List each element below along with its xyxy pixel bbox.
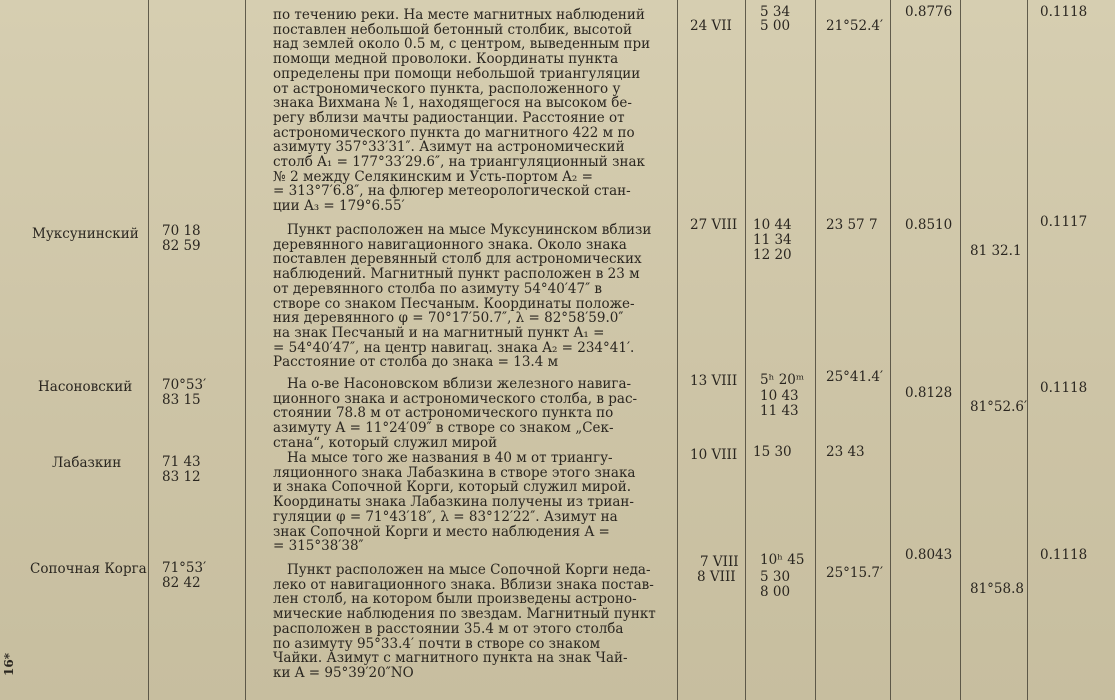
text-line: = 313°7′6.8″, на флюгер метеорологической стан-	[273, 183, 631, 200]
obs-time: 11 34	[753, 232, 792, 248]
text-line: знак Сопочной Корги и место наблюдения A =	[273, 523, 610, 540]
text-line: = 315°38′38″	[273, 538, 364, 555]
inclination-value: 81 32.1	[970, 243, 1022, 259]
text-line: стана“, который служил мирой	[273, 434, 498, 451]
obs-time: 5 00	[760, 18, 791, 34]
inclination-value: 81°52.6′	[970, 399, 1028, 415]
obs-time: 12 20	[753, 247, 792, 263]
text-line: На мысе того же названия в 40 м от триангу-	[287, 450, 613, 466]
page-number: 16*	[2, 653, 16, 676]
text-line: знака Вихмана № 1, находящегося на высоком бе-	[273, 95, 632, 112]
text-line: над землей около 0.5 м, с центром, выведенным при	[273, 36, 651, 53]
longitude: 82 42	[162, 575, 201, 591]
description-row-5	[273, 563, 673, 681]
z-value: 0.1118	[1040, 380, 1088, 396]
text-line: на знак Песчаный и на магнитный пункт A₁ =	[273, 324, 605, 341]
obs-time: 5ʰ 20ᵐ	[760, 372, 805, 388]
text-line: Пункт расположен на мысе Муксунинском вблизи	[287, 222, 652, 238]
column-rule	[745, 0, 746, 700]
z-value: 0.1118	[1040, 547, 1088, 563]
longitude: 83 15	[162, 392, 201, 408]
text-line: ляционного знака Лабазкина в створе этого знака	[273, 464, 636, 481]
text-line: азимуту 357°33′31″. Азимут на астрономический	[273, 139, 625, 156]
z-value: 0.1117	[1040, 214, 1088, 230]
text-line: Пункт расположен на мысе Сопочной Корги неда-	[287, 562, 651, 578]
text-line: и знака Сопочной Корги, который служил мирой.	[273, 479, 632, 496]
text-line: астрономического пункта до магнитного 422 м по	[273, 124, 635, 141]
column-rule	[960, 0, 961, 700]
column-rule	[815, 0, 816, 700]
declination-value: 25°41.4′	[826, 369, 884, 385]
text-line: по азимуту 95°33.4′ почти в створе со знаком	[273, 635, 601, 652]
text-line: регу вблизи мачты радиостанции. Расстояние от	[273, 109, 625, 126]
latitude: 71°53′	[162, 560, 207, 576]
text-line: наблюдений. Магнитный пункт расположен в 23 м	[273, 266, 640, 283]
text-line: от астрономического пункта, расположенного у	[273, 80, 621, 97]
text-line: гуляции φ = 71°43′18″, λ = 83°12′22″. Азимут на	[273, 508, 618, 525]
text-line: створе со знаком Песчаным. Координаты положе-	[273, 295, 635, 312]
description-row-3	[273, 377, 673, 451]
text-line: На о-ве Насоновском вблизи железного навига-	[287, 376, 632, 392]
obs-date: 10 VIII	[690, 447, 738, 463]
text-line: поставлен деревянный столб для астрономических	[273, 251, 642, 268]
text-line: ции A₃ = 179°6.55′	[273, 198, 405, 215]
text-line: мические наблюдения по звездам. Магнитный пункт	[273, 606, 656, 623]
text-line: расположен в расстоянии 35.4 м от этого столба	[273, 620, 624, 637]
obs-time: 10 43	[760, 388, 799, 404]
station-name: Сопочная Корга	[30, 561, 147, 577]
obs-time: 8 00	[760, 584, 791, 600]
text-line: помощи медной проволоки. Координаты пункта	[273, 51, 619, 68]
text-line: лен столб, на котором были произведены астроно-	[273, 591, 637, 608]
longitude: 83 12	[162, 469, 201, 485]
declination-value: 25°15.7′	[826, 565, 884, 581]
latitude: 70°53′	[162, 377, 207, 393]
latitude: 71 43	[162, 454, 201, 470]
text-line: деревянного навигационного знака. Около знака	[273, 236, 627, 253]
text-line: = 54°40′47″, на центр навигац. знака A₂ = 234°41′.	[273, 339, 635, 356]
obs-date: 13 VIII	[690, 373, 738, 389]
longitude: 82 59	[162, 238, 201, 254]
description-row-1	[273, 8, 673, 214]
text-line: по течению реки. На месте магнитных наблюдений	[273, 7, 645, 23]
obs-time: 10ʰ 45	[760, 552, 805, 568]
text-line: Чайки. Азимут с магнитного пункта на знак Чай-	[273, 650, 628, 667]
text-line: азимуту A = 11°24′09″ в створе со знаком „Сек-	[273, 420, 614, 437]
latitude: 70 18	[162, 223, 201, 239]
description-row-4	[273, 451, 673, 554]
inclination-value: 81°58.8	[970, 581, 1024, 597]
text-line: ния деревянного φ = 70°17′50.7″, λ = 82°58′59.0″	[273, 310, 624, 327]
obs-time: 5 34	[760, 4, 791, 20]
text-line: поставлен небольшой бетонный столбик, высотой	[273, 21, 633, 38]
obs-time: 5 30	[760, 569, 791, 585]
h-value: 0.8510	[905, 217, 953, 233]
column-rule	[890, 0, 891, 700]
text-line: ки A = 95°39′20″NO	[273, 664, 414, 681]
obs-time: 10 44	[753, 217, 792, 233]
station-name: Лабазкин	[52, 455, 122, 471]
description-row-2	[273, 223, 673, 370]
obs-date: 8 VIII	[697, 569, 736, 585]
declination-value: 23 57 7	[826, 217, 878, 233]
declination-value: 23 43	[826, 444, 865, 460]
obs-date: 7 VIII	[700, 554, 739, 570]
h-value: 0.8128	[905, 385, 953, 401]
column-rule	[677, 0, 678, 700]
column-rule	[245, 0, 246, 700]
obs-date: 24 VII	[690, 18, 732, 34]
text-line: определены при помощи небольшой триангуляции	[273, 65, 641, 82]
text-line: столб A₁ = 177°33′29.6″, на триангуляционный знак	[273, 154, 645, 171]
station-name: Насоновский	[38, 379, 133, 395]
text-line: стоянии 78.8 м от астрономического пункта по	[273, 405, 614, 422]
obs-date: 27 VIII	[690, 217, 738, 233]
column-rule	[148, 0, 149, 700]
text-line: Расстояние от столба до знака = 13.4 м	[273, 354, 559, 371]
declination-value: 21°52.4′	[826, 18, 884, 34]
column-rule	[1027, 0, 1028, 700]
obs-time: 11 43	[760, 403, 799, 419]
text-line: ционного знака и астрономического столба, в рас-	[273, 390, 638, 407]
h-value: 0.8043	[905, 547, 953, 563]
station-name: Муксунинский	[32, 226, 139, 242]
obs-time: 15 30	[753, 444, 792, 460]
h-value: 0.8776	[905, 4, 953, 20]
text-line: Координаты знака Лабазкина получены из триан-	[273, 494, 634, 511]
text-line: № 2 между Селякинским и Усть-портом A₂ =	[273, 168, 593, 185]
text-line: леко от навигационного знака. Вблизи знака постав-	[273, 576, 654, 593]
text-line: от деревянного столба по азимуту 54°40′47″ в	[273, 280, 603, 297]
z-value: 0.1118	[1040, 4, 1088, 20]
